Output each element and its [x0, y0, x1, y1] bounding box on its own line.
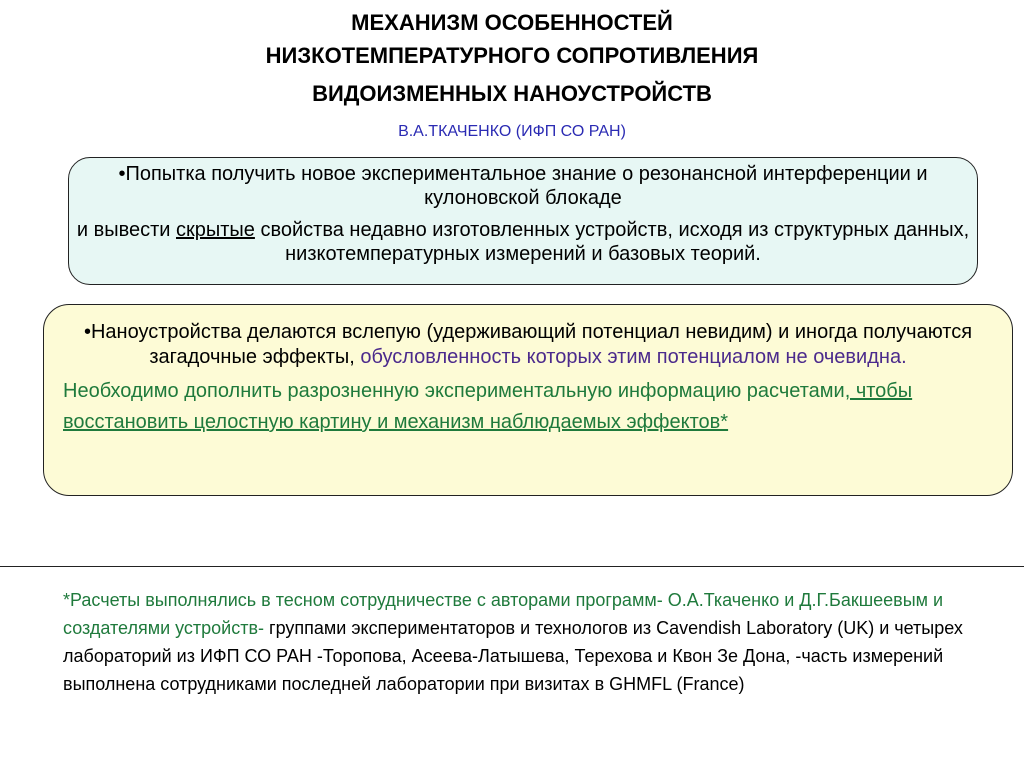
problem-text-black: •Наноустройства делаются вслепую (удерживающий потенциал невидим) и иногда получаются загадочные эффекты, [83, 321, 973, 368]
solution-text-plain: Необходимо дополнить разрозненную экспериментальную информацию расчетами [63, 380, 845, 402]
goal-box [68, 157, 978, 285]
title-line-1: МЕХАНИЗМ ОСОБЕННОСТЕЙ [351, 10, 673, 35]
goal-text-after: свойства недавно изготовленных устройств, исходя из структурных данных, низкотемпературных измерений и базовых теорий. [254, 219, 970, 265]
footnote-text-black: группами экспериментаторов и технологов из Cavendish Laboratory (UK) и четырех лабораторий из ИФП СО РАН -Торопова, Асеева-Латышева, Терехова и Квон Зе Дона, -часть измерений выполнена сотрудниками последней лаборатории при визитах в GHMFL (France) [63, 618, 963, 694]
footnote [63, 586, 1003, 698]
footnote-divider [0, 566, 1024, 567]
goal-underlined-word: скрытые [176, 219, 255, 241]
problem-text-purple: обусловленность которых этим потенциалом не очевидна. [360, 346, 907, 368]
problem-paragraph [44, 320, 1012, 370]
title-line-2: НИЗКОТЕМПЕРАТУРНОГО СОПРОТИВЛЕНИЯ [265, 43, 759, 68]
solution-text-underlined: , чтобы восстановить целостную картину и механизм наблюдаемых эффектов* [63, 380, 913, 433]
goal-paragraph-2 [69, 218, 977, 266]
author-line: В.А.ТКАЧЕНКО (ИФП СО РАН) [398, 123, 626, 140]
page-title [0, 6, 1024, 110]
problem-box [43, 304, 1013, 496]
solution-paragraph [44, 376, 1012, 438]
goal-text-before: и вывести [76, 219, 176, 241]
title-line-3: ВИДОИЗМЕННЫХ НАНОУСТРОЙСТВ [312, 81, 712, 106]
goal-paragraph-1: •Попытка получить новое экспериментальное знание о резонансной интерференции и кулоновской блокаде [118, 163, 928, 209]
footnote-text-green: *Расчеты выполнялись в тесном сотрудничестве с авторами программ- О.А.Ткаченко и Д.Г.Бакшеевым и создателями устройств- [63, 590, 944, 638]
